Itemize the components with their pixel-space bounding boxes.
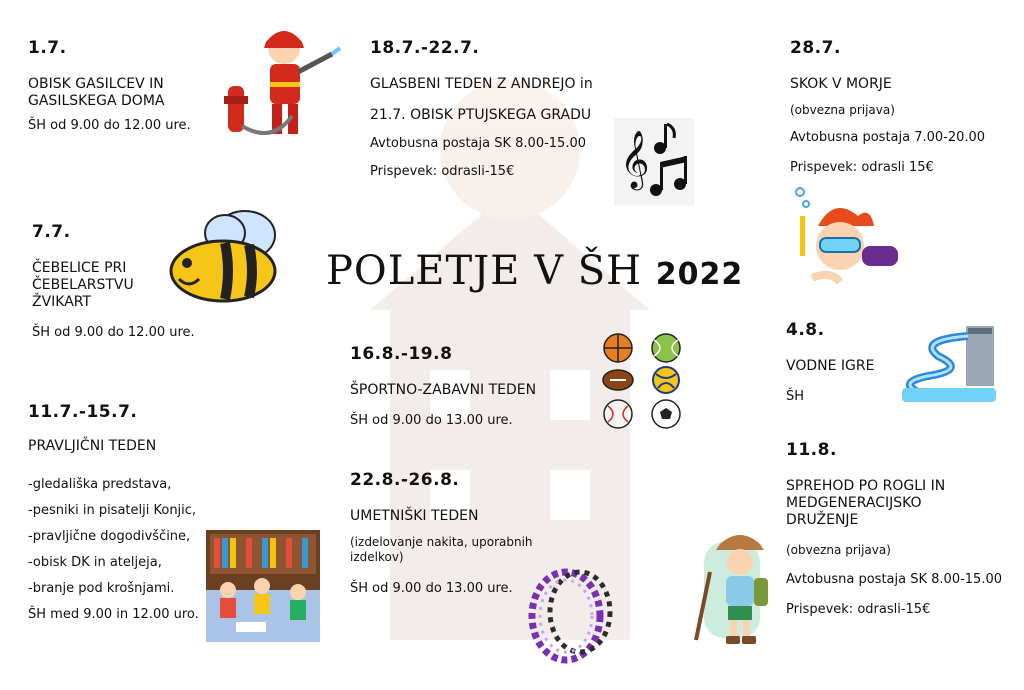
sport-balls-icon [600,332,688,432]
event-item: -gledališka predstava, [28,477,172,492]
event-info: ŠH [786,389,805,404]
event-title: ČEBELICE PRI ČEBELARSTVU ŽVIKART [32,260,134,310]
event-title: SKOK V MORJE [790,76,892,92]
event-water-games [786,320,906,405]
waterslide-icon [898,322,998,404]
event-date: 7.7. [32,222,71,242]
event-item: -obisk DK in ateljeja, [28,555,162,570]
event-fee: Prispevek: odrasli 15€ [790,160,934,175]
event-info: ŠH med 9.00 in 12.00 uro. [28,607,199,622]
event-fee: Prispevek: odrasli-15€ [786,602,931,617]
event-item: -pravljične dogodivščine, [28,529,191,544]
event-title: PRAVLJIČNI TEDEN [28,438,157,454]
event-sea-trip [790,38,1010,176]
event-title: ŠPORTNO-ZABAVNI TEDEN [350,382,537,398]
event-note: (obvezna prijava) [790,103,895,117]
event-title: VODNE IGRE [786,358,875,374]
firefighter-icon [222,26,342,144]
event-location: Avtobusna postaja SK 8.00-15.00 [370,136,586,151]
event-note: (izdelovanje nakita, uporabnih izdelkov) [350,535,533,564]
page-title [326,248,743,294]
bead-necklace-icon [526,566,620,666]
event-info: ŠH od 9.00 do 13.00 ure. [350,413,513,428]
event-rogla-walk [786,440,1006,618]
event-note: (obvezna prijava) [786,543,891,557]
page-title-year: 2022 [655,257,744,292]
event-date: 22.8.-26.8. [350,470,460,490]
event-fairytale-week [28,402,228,623]
event-fee: Prispevek: odrasli-15€ [370,164,515,179]
event-date: 11.7.-15.7. [28,402,138,422]
library-kids-icon [206,530,320,642]
event-date: 28.7. [790,38,841,58]
hiker-icon [690,530,786,650]
bee-icon [165,205,285,305]
event-info: ŠH od 9.00 do 13.00 ure. [350,581,513,596]
page-title-text: POLETJE V ŠH [326,248,642,294]
event-location: Avtobusna postaja SK 8.00-15.00 [786,572,1002,587]
svg-text:𝄞: 𝄞 [620,130,650,188]
event-item: -pesniki in pisatelji Konjic, [28,503,197,518]
event-title: GLASBENI TEDEN Z ANDREJO in [370,76,593,92]
event-subtitle: 21.7. OBISK PTUJSKEGA GRADU [370,107,592,123]
event-bees [32,222,195,341]
music-notes-icon [614,118,694,206]
snorkel-kid-icon [790,186,902,302]
event-title: SPREHOD PO ROGLI IN MEDGENERACIJSKO DRUŽENJE [786,478,946,528]
event-sports-week [350,344,610,429]
event-item: -branje pod krošnjami. [28,581,175,596]
event-title: UMETNIŠKI TEDEN [350,508,479,524]
event-info: ŠH od 9.00 do 12.00 ure. [32,325,195,340]
event-date: 11.8. [786,440,837,460]
event-location: Avtobusna postaja 7.00-20.00 [790,130,986,145]
event-date: 1.7. [28,38,67,58]
event-info: ŠH od 9.00 do 12.00 ure. [28,118,191,133]
event-date: 4.8. [786,320,825,340]
event-date: 18.7.-22.7. [370,38,480,58]
event-date: 16.8.-19.8 [350,344,453,364]
event-firefighters [28,38,228,134]
event-title: OBISK GASILCEV IN GASILSKEGA DOMA [28,76,165,109]
